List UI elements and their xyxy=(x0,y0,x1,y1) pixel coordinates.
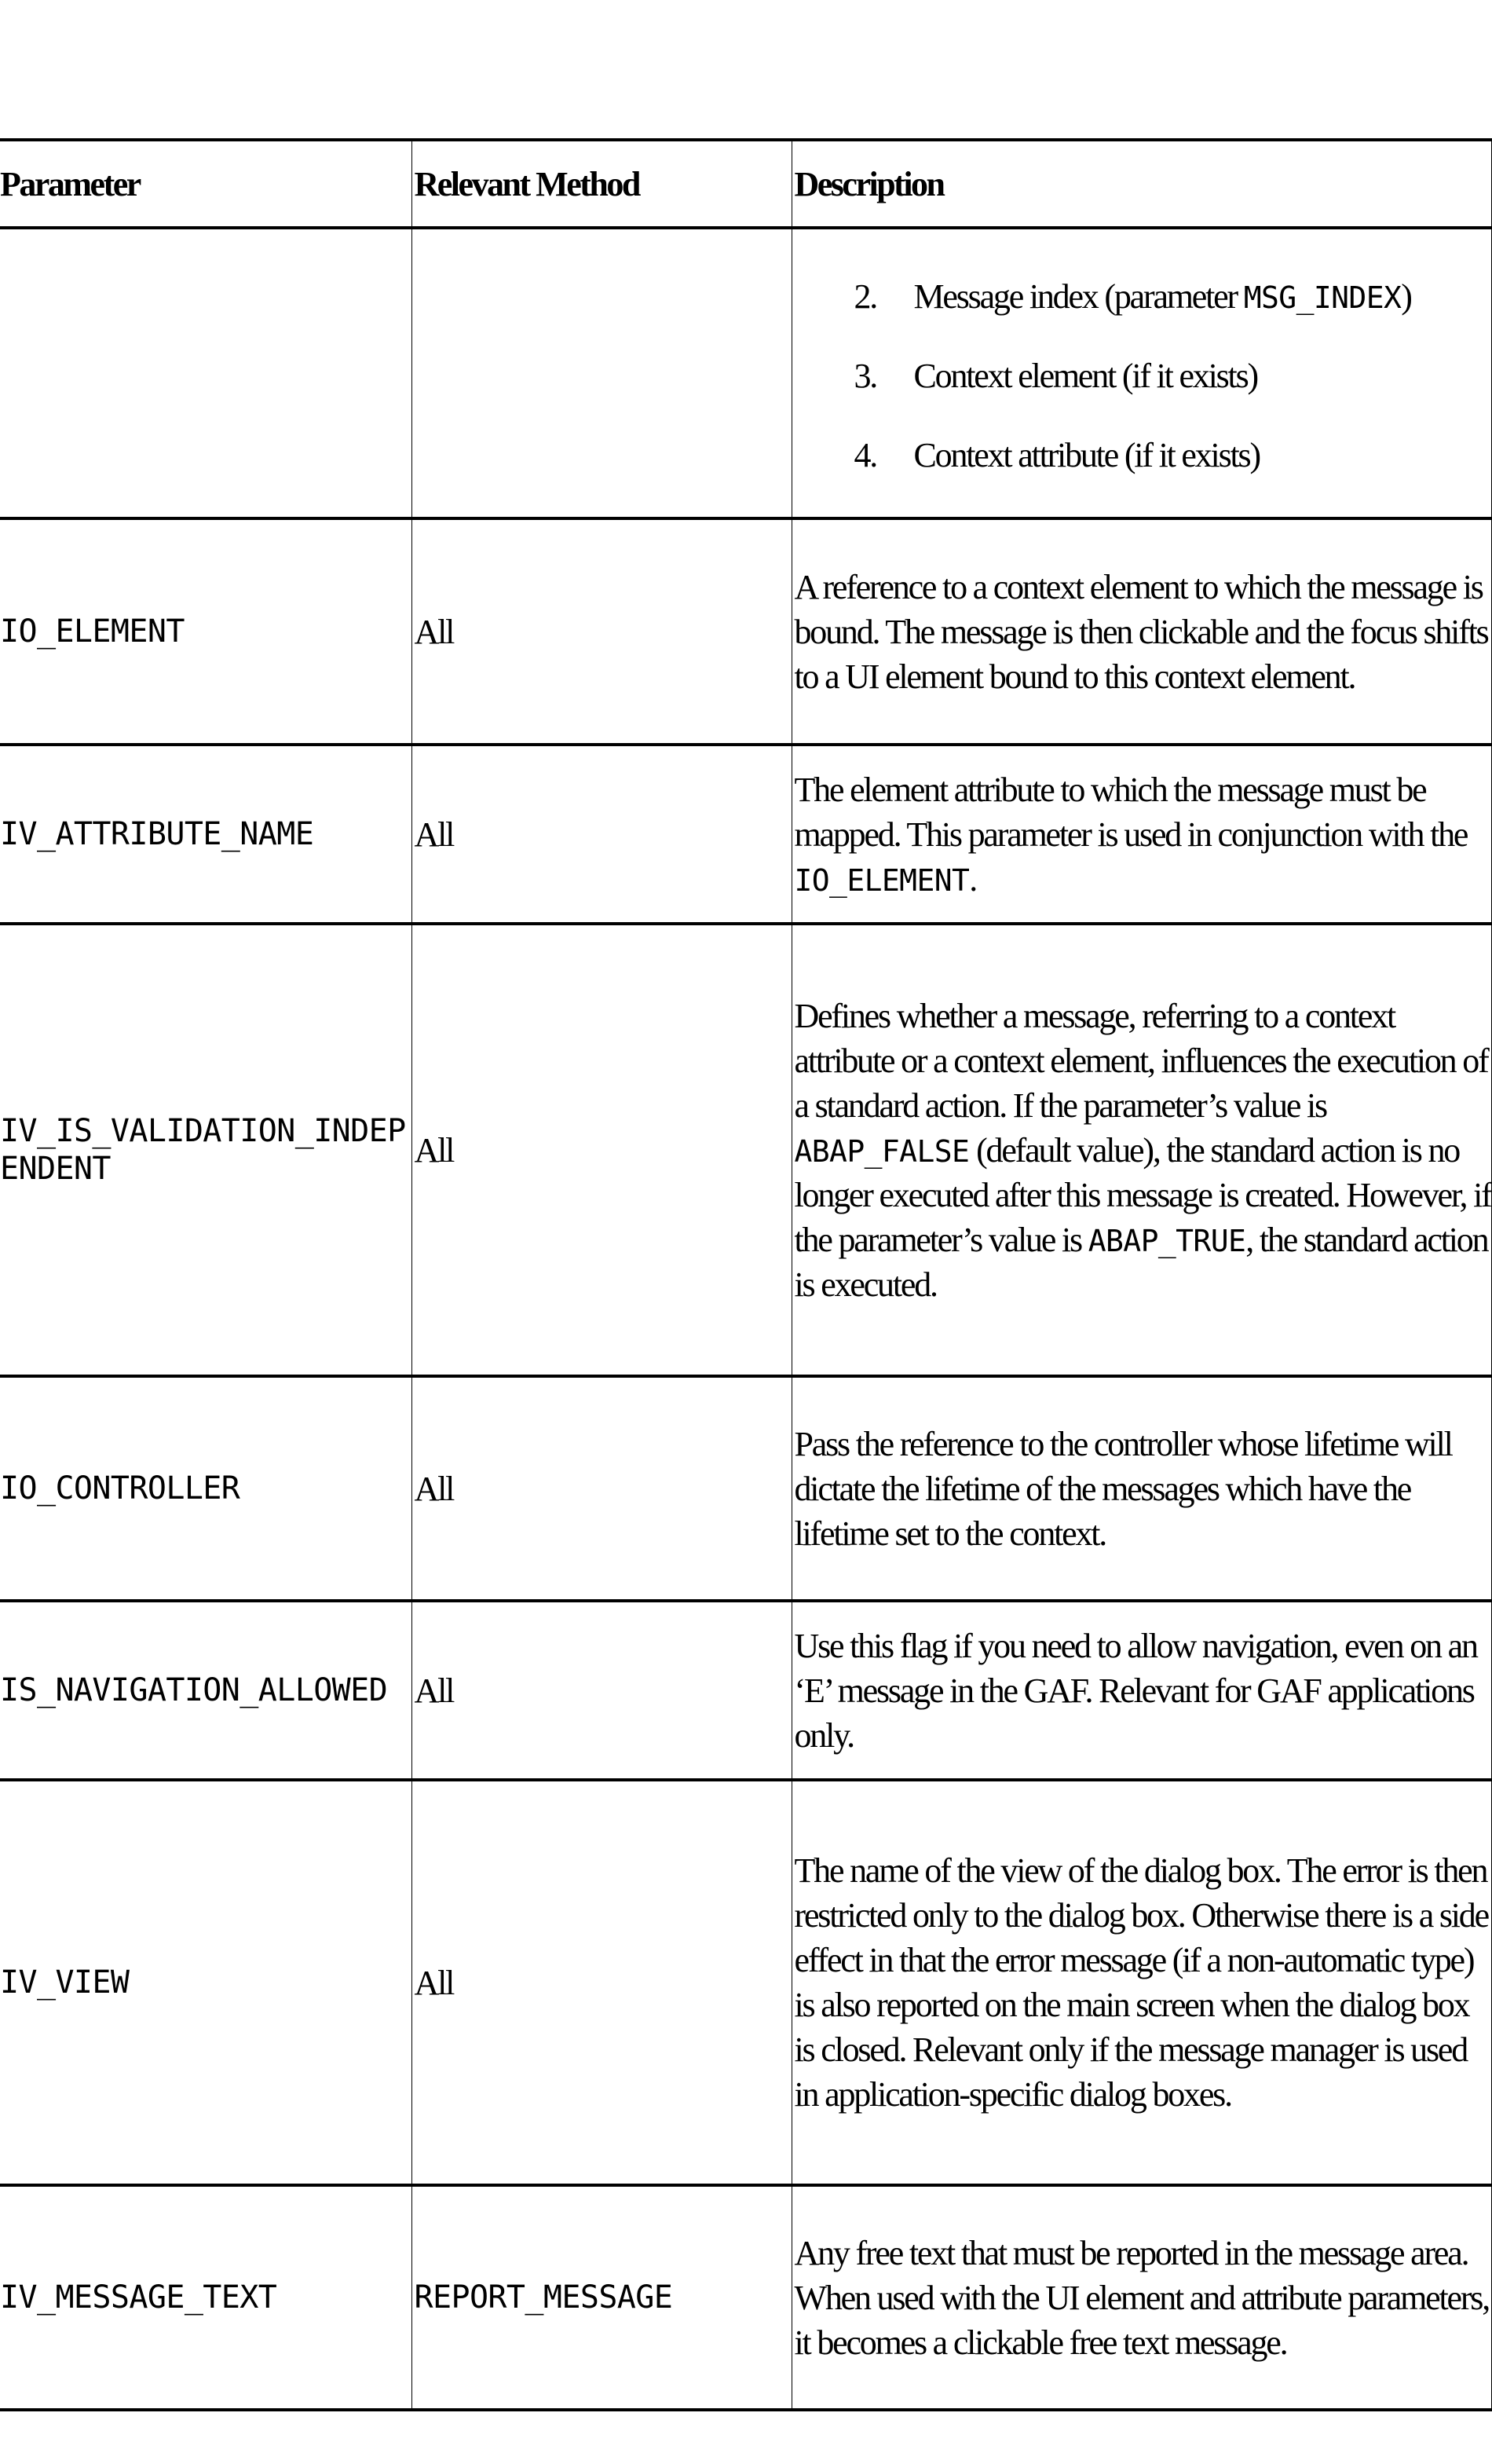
parameter-cell: IO_ELEMENT xyxy=(0,518,411,745)
parameter-cell: IV_IS_VALIDATION_INDEPENDENT xyxy=(0,924,411,1376)
parameter-cell xyxy=(0,228,411,518)
table-row xyxy=(0,1376,1492,1601)
table-row xyxy=(0,2185,1492,2410)
parameter-cell: IV_VIEW xyxy=(0,1780,411,2185)
parameter-cell: IV_MESSAGE_TEXT xyxy=(0,2185,411,2410)
parameter-cell: IV_ATTRIBUTE_NAME xyxy=(0,745,411,924)
description-cell xyxy=(792,518,1492,745)
description-cell xyxy=(792,745,1492,924)
header-description: Description xyxy=(792,140,1492,228)
method-cell: All xyxy=(411,518,792,745)
method-cell: All xyxy=(411,1601,792,1780)
list-item xyxy=(854,274,1492,319)
code-text: MSG_INDEX xyxy=(1243,280,1402,315)
description-text: The element attribute to which the message must be mapped. This parameter is used in conjunction with the xyxy=(794,770,1468,854)
table-row xyxy=(0,228,1492,518)
list-number: 2. xyxy=(854,276,877,316)
table-header-row xyxy=(0,140,1492,228)
description-text: , the standard action is executed. xyxy=(794,1220,1488,1304)
method-cell xyxy=(411,228,792,518)
table-row xyxy=(0,1780,1492,2185)
header-relevant-method: Relevant Method xyxy=(411,140,792,228)
list-text: Context attribute (if it exists) xyxy=(913,435,1260,474)
list-number: 3. xyxy=(854,356,877,395)
table-row xyxy=(0,924,1492,1376)
numbered-list xyxy=(795,274,1492,478)
description-text: . xyxy=(969,859,977,899)
method-cell: All xyxy=(411,1780,792,2185)
description-cell xyxy=(792,924,1492,1376)
method-cell: All xyxy=(411,745,792,924)
method-cell: All xyxy=(411,1376,792,1601)
list-number: 4. xyxy=(854,435,877,474)
code-text: ABAP_TRUE xyxy=(1088,1223,1246,1258)
code-text: IO_ELEMENT xyxy=(794,862,970,898)
description-text: A reference to a context element to which the message is bound. The message is then clickable and the focus shifts to a UI element bound to this context element. xyxy=(794,567,1488,696)
description-text: The name of the view of the dialog box. The error is then restricted only to the dialog box. Otherwise there is a side effect in that the error message (if a non-automatic type) is also reported on the main screen when the dialog box is closed. Relevant only if the message manager is used in application-specific dialog boxes. xyxy=(794,1851,1488,2114)
parameter-cell: IS_NAVIGATION_ALLOWED xyxy=(0,1601,411,1780)
table-row xyxy=(0,518,1492,745)
description-text: (default value), the standard action is no longer executed after this message is created. However, if the parameter’s value is xyxy=(794,1130,1491,1259)
parameters-table xyxy=(0,138,1492,2411)
description-cell xyxy=(792,1780,1492,2185)
description-text: Use this flag if you need to allow navigation, even on an ‘E’ message in the GAF. Relevant for GAF applications only. xyxy=(794,1626,1477,1755)
table-row xyxy=(0,1601,1492,1780)
description-cell xyxy=(792,228,1492,518)
description-text: Defines whether a message, referring to a context attribute or a context element, influences the execution of a standard action. If the parameter’s value is xyxy=(794,996,1488,1125)
description-cell xyxy=(792,1601,1492,1780)
header-parameter: Parameter xyxy=(0,140,411,228)
description-cell xyxy=(792,2185,1492,2410)
list-text: Context element (if it exists) xyxy=(913,356,1257,395)
list-item xyxy=(854,353,1492,398)
description-text: Any free text that must be reported in the message area. When used with the UI element and attribute parameters, it becomes a clickable free text message. xyxy=(794,2233,1490,2362)
table-row xyxy=(0,745,1492,924)
code-text: ABAP_FALSE xyxy=(794,1133,970,1169)
description-text: Pass the reference to the controller whose lifetime will dictate the lifetime of the messages which have the lifetime set to the context. xyxy=(794,1424,1452,1553)
list-text: ) xyxy=(1401,276,1411,316)
method-cell: All xyxy=(411,924,792,1376)
description-cell xyxy=(792,1376,1492,1601)
method-cell: REPORT_MESSAGE xyxy=(411,2185,792,2410)
list-text: Message index (parameter xyxy=(913,276,1244,316)
list-item xyxy=(854,433,1492,478)
parameter-cell: IO_CONTROLLER xyxy=(0,1376,411,1601)
